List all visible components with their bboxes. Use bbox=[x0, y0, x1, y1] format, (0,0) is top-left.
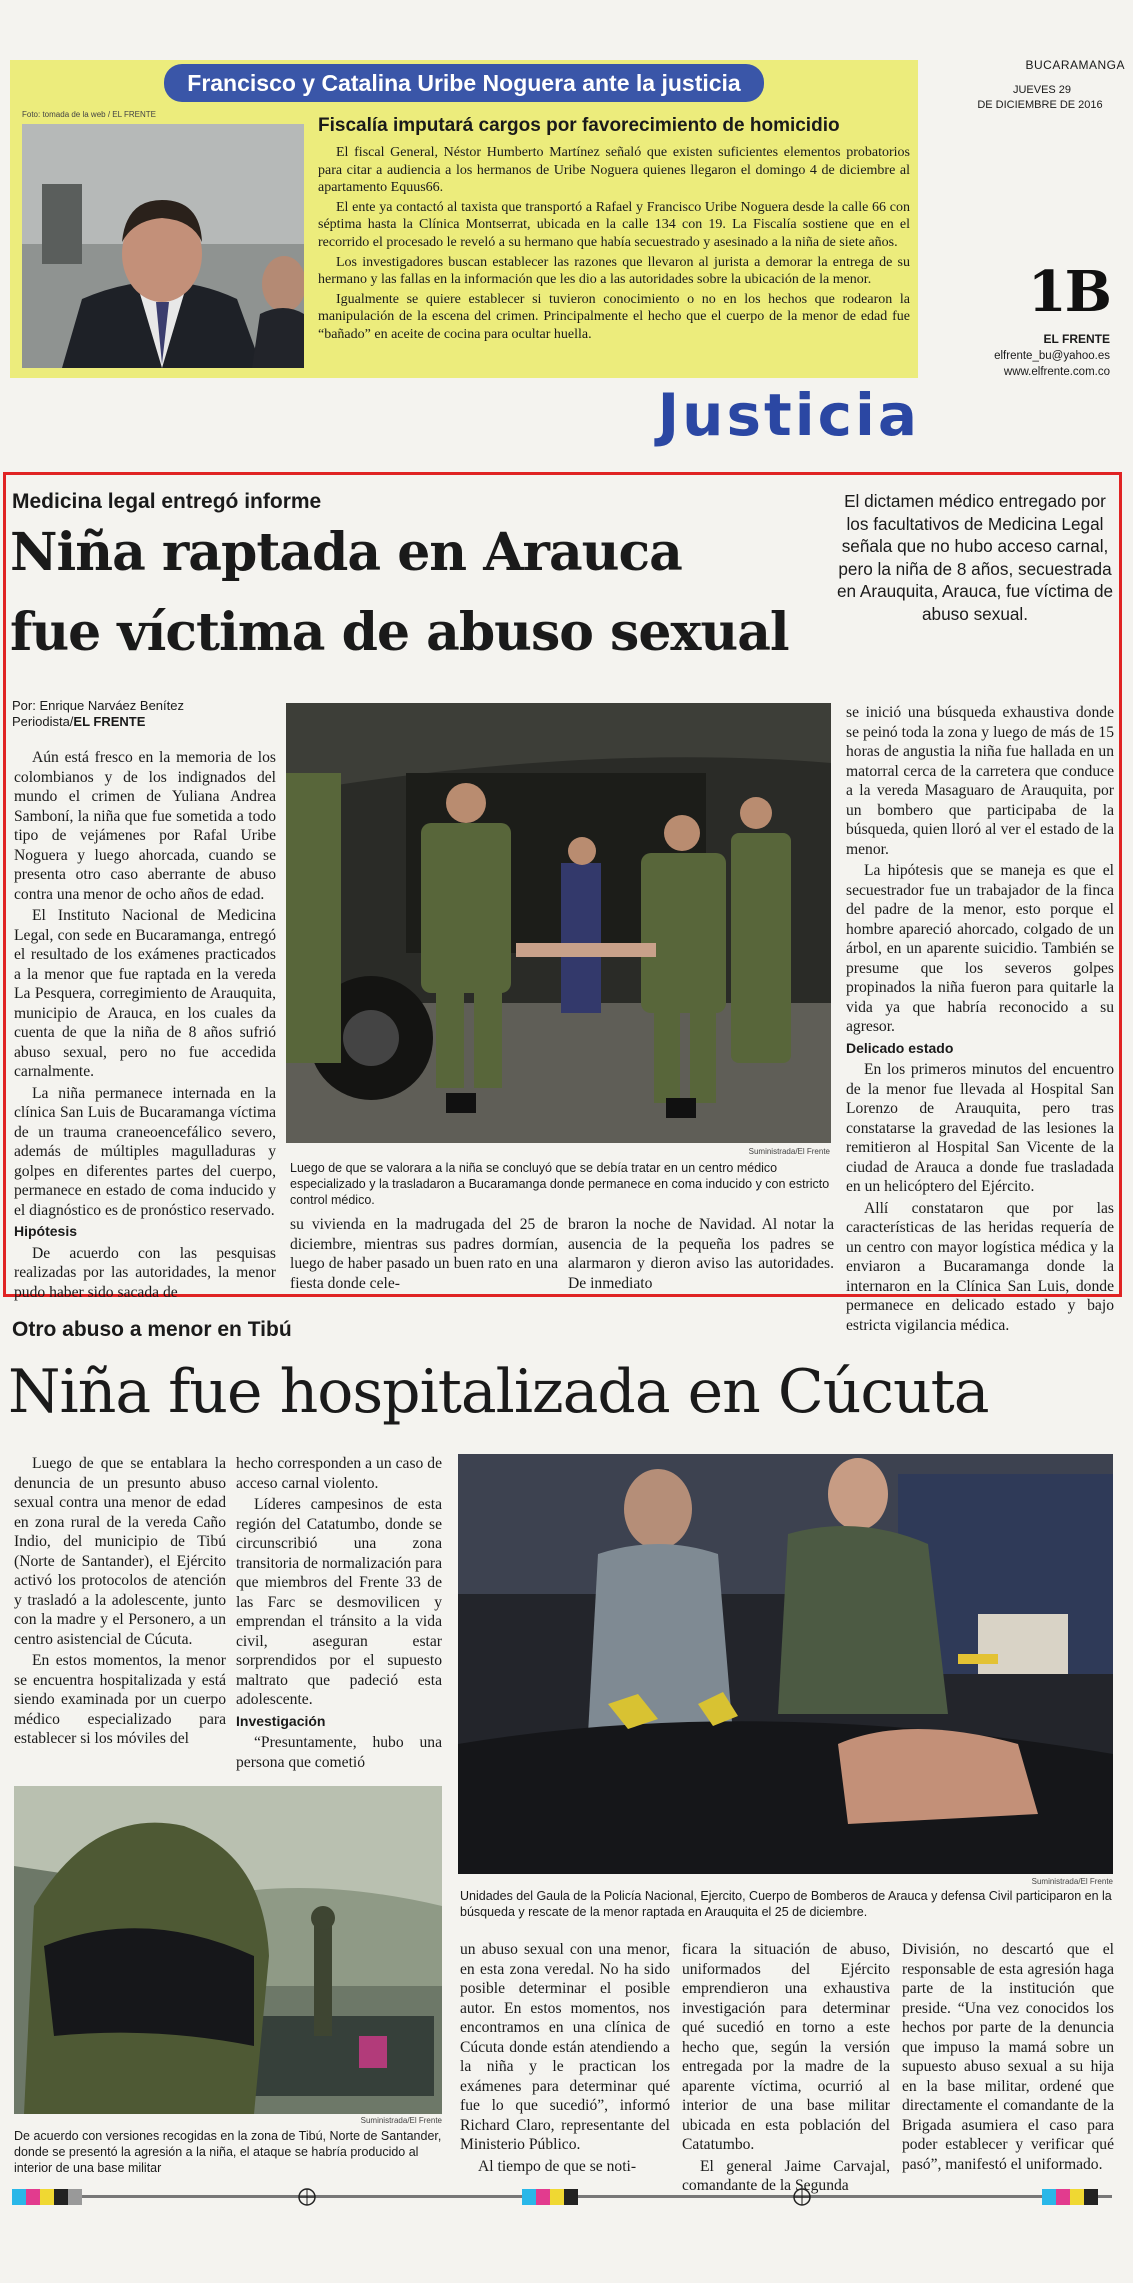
byline-periodista: Periodista/ bbox=[12, 714, 74, 729]
story1-column-2: su vivienda en la madrugada del 25 de diciembre, mientras sus padres dormían, luego de haber pasado un buen rato en una fiesta donde cele- bbox=[290, 1216, 558, 1292]
story2-headline: Niña fue hospitalizada en Cúcuta bbox=[8, 1357, 989, 1427]
banner-title: Francisco y Catalina Uribe Noguera ante la justicia bbox=[164, 64, 764, 102]
banner-paragraph: Los investigadores buscan establecer las razones que llevaron al jurista a demorar la entrega de su hermano y las fallas en la información que les dio a las autoridades sobre la ubicación de la menor. bbox=[318, 254, 910, 288]
story2-paragraph: Líderes campesinos de esta región del Catatumbo, donde se circunscribió una zona transitoria de normalización para que miembros del Frente 33 de las Farc se desmovilicen y emprendan el tránsito a la vida civil, aseguran estar sorprendidos por el supuesto maltrato que padeció esta adolescente. bbox=[236, 1496, 442, 1708]
story2-big-photo-credit: Suministrada/El Frente bbox=[1031, 1877, 1113, 1886]
story1-column-1 bbox=[14, 748, 276, 1304]
story2-small-photo bbox=[14, 1786, 442, 2114]
story2-subhead-investigacion: Investigación bbox=[236, 1712, 326, 1729]
story1-photo-caption: Luego de que se valorara a la niña se concluyó que se debía tratar en un centro médico especializado y la trasladaron a Bucaramanga donde permanece en coma inducido y con estricto control médico. bbox=[290, 1161, 830, 1207]
story1-paragraph: De acuerdo con las pesquisas realizadas por las autoridades, la menor pudo haber sido sacada de bbox=[14, 1244, 276, 1301]
story1-paragraph: se inició una búsqueda exhaustiva donde se peinó toda la zona y luego de más de 15 horas de angustia la niña fue hallada en un matorral cerca de la carretera que conduce a la vereda Masaguaro de Arauquita, por un bombero que participaba de la búsqueda, quien lloró al ver el estado de la menor. bbox=[846, 704, 1114, 858]
story1-paragraph: El Instituto Nacional de Medicina Legal, con sede en Bucaramanga, entregó el resultado de los exámenes practicados a la menor que fue raptada en la vereda La Pesquera, corregimiento de Arauquita, municipio de Arauca, en los cuales da cuenta de que la niña de 8 años sufrió abuso sexual, pero no fue accedida carnalmente. bbox=[14, 907, 276, 1080]
story1-headline-1: Niña raptada en Arauca bbox=[10, 522, 682, 583]
banner-paragraph: Igualmente se quiere establecer si tuvieron conocimiento o no en los hechos que rodearon la manipulación de la escena del crimen. Principalmente el hecho que el cuerpo de la menor de edad fue “bañado” en aceite de cocina para ocultar huella. bbox=[318, 291, 910, 342]
story1-headline-2: fue víctima de abuso sexual bbox=[10, 602, 789, 663]
story1-paragraph: En los primeros minutos del encuentro de la menor fue llevada al Hospital San Lorenzo de Arauquita, pero tras constatarse la gravedad de las lesiones la remitieron al Hospital San Vicente de la ciudad de Arauca a donde fue trasladada en un helicóptero del Ejército. bbox=[846, 1061, 1114, 1195]
story2-small-photo-credit: Suministrada/El Frente bbox=[360, 2116, 442, 2125]
banner-photo-credit: Foto: tomada de la web / EL FRENTE bbox=[22, 110, 156, 119]
story2-big-photo bbox=[458, 1454, 1113, 1874]
banner-body bbox=[318, 144, 910, 346]
story2-paragraph: División, no descartó que el responsable de esta agresión haga parte de la institución que preside. “Una vez conocidos los hechos por parte de la denuncia que impuso la mamá sobre un supuesto abuso sexual a su hija en la base militar, ordené que directamente el comandante de la Brigada asumiera el caso para poder establecer y verificar qué pasó”, manifestó el uniformado. bbox=[902, 1941, 1114, 2173]
story1-column-4 bbox=[846, 703, 1114, 1337]
story2-paragraph: Luego de que se entablara la denuncia de un presunto abuso sexual contra una menor de edad en zona rural de la vereda Caño Indio, del municipio de Tibú (Norte de Santander), el Ejército activó los protocolos de atención y trasladó a la adolescente, junto con la madre y el Personero, a un centro asistencial de Cúcuta. bbox=[14, 1455, 226, 1648]
masthead-email: elfrente_bu@yahoo.es bbox=[994, 350, 1110, 362]
story2-column-2 bbox=[236, 1454, 442, 1774]
story1-kicker: Medicina legal entregó informe bbox=[12, 490, 322, 513]
story1-photo bbox=[286, 703, 831, 1143]
story1-column-3: braron la noche de Navidad. Al notar la ausencia de la pequeña los padres se alarmaron y dieron aviso las autoridades. De inmediato bbox=[568, 1216, 834, 1292]
story2-paragraph: En estos momentos, la menor se encuentra hospitalizada y está siendo examinada por un cuerpo médico especializado para establecer si los móviles del bbox=[14, 1652, 226, 1747]
story1-paragraph: Aún está fresco en la memoria de los colombianos y de los indignados del mundo el crimen de Yuliana Andrea Samboní, la niña que fue sometida a todo tipo de vejámenes por Rafal Uribe Noguera y luego ahorcada, cuando se presenta otro caso aberrante de abuso contra una menor de ocho años de edad. bbox=[14, 749, 276, 903]
story1-summary: El dictamen médico entregado por los facultativos de Medicina Legal señala que no hubo acceso carnal, pero la niña de 8 años, secuestrada en Arauquita, Arauca, fue víctima de abuso sexual. bbox=[836, 491, 1114, 624]
page-number: 1B bbox=[1027, 259, 1110, 325]
byline-author: Por: Enrique Narváez Benítez bbox=[12, 698, 184, 713]
story2-paragraph: hecho corresponden a un caso de acceso carnal violento. bbox=[236, 1455, 442, 1492]
story2-paragraph: ficara la situación de abuso, uniformados del Ejército emprendieron una exhaustiva investigación para determinar qué sucedió en torno a este hecho que, según la versión entregada por la madre de la aparente víctima, ocurrió al interior de una base militar ubicada en esta población del Catatumbo. bbox=[682, 1941, 890, 2153]
story1-paragraph: La hipótesis que se maneja es que el secuestrador fue un trabajador de la finca del padre de la menor, esto porque el hombre apareció ahorcado, colgado de un árbol, en un aparente suicidio. También se presume que los severos golpes propinados la niña fueron para quitarle la vida ya que habría reconocido a su agresor. bbox=[846, 862, 1114, 1035]
masthead-date-1: JUEVES 29 bbox=[1012, 84, 1072, 96]
story2-paragraph: un abuso sexual con una menor, en esta zona veredal. No ha sido posible determinar el posible autor. En estos momentos, nos encontramos en una clínica de Cúcuta donde están atendiendo a la niña y le practican los exámenes para determinar qué fue lo que sucedió”, informó Richard Claro, representante del Ministerio Público. bbox=[460, 1941, 670, 2153]
story2-kicker: Otro abuso a menor en Tibú bbox=[12, 1318, 292, 1341]
story2-paragraph: Al tiempo de que se noti- bbox=[478, 2157, 637, 2175]
story2-column-5 bbox=[902, 1940, 1114, 2176]
story1-photo-credit: Suministrada/El Frente bbox=[748, 1147, 830, 1156]
story1-subhead-hipotesis: Hipótesis bbox=[14, 1223, 78, 1239]
masthead-web: www.elfrente.com.co bbox=[1003, 366, 1110, 378]
section-title: Justicia bbox=[657, 381, 920, 449]
masthead-city: BUCARAMANGA bbox=[1025, 58, 1125, 72]
story1-paragraph: La niña permanece internada en la clínica San Luis de Bucaramanga víctima de un trauma craneoencefálico severo, además de múltiples magulladuras y golpes en diferentes partes del cuerpo, permanece en estado de coma inducido y el diagnóstico es de pronóstico reservado. bbox=[14, 1084, 276, 1219]
story2-paragraph: El general Jaime Carvajal, comandante de la Segunda bbox=[682, 2157, 890, 2194]
banner-headline: Fiscalía imputará cargos por favorecimiento de homicidio bbox=[318, 115, 840, 136]
byline-paper: EL FRENTE bbox=[73, 714, 146, 729]
story2-big-photo-caption: Unidades del Gaula de la Policía Nacional, Ejercito, Cuerpo de Bomberos de Arauca y defensa Civil participaron en la búsqueda y rescate de la menor raptada en Arauquita el 25 de diciembre. bbox=[460, 1889, 1112, 1919]
banner-photo bbox=[22, 124, 304, 368]
story1-subhead-estado: Delicado estado bbox=[846, 1039, 954, 1056]
banner-paragraph: El fiscal General, Néstor Humberto Martínez señaló que existen suficientes elementos probatorios para citar a audiencia a los hermanos de Uribe Noguera quienes llegaron el domingo 4 de diciembre al apartamento Equus66. bbox=[318, 145, 910, 196]
story2-column-4 bbox=[682, 1940, 890, 2198]
masthead-paper: EL FRENTE bbox=[1043, 332, 1110, 346]
story2-column-1 bbox=[14, 1454, 226, 1751]
story2-small-photo-caption: De acuerdo con versiones recogidas en la zona de Tibú, Norte de Santander, donde se presentó la agresión a la niña, el ataque se habría producido al interior de una base militar bbox=[14, 2129, 442, 2175]
story2-column-3 bbox=[460, 1940, 670, 2178]
story1-byline bbox=[12, 698, 184, 730]
story2-paragraph: “Presuntamente, hubo una persona que cometió bbox=[236, 1734, 442, 1771]
story1-paragraph: Allí constataron que por las características de las heridas requería de un centro con mayor logística médica y la enviaron a Bucaramanga donde la internaron en la Clínica San Luis, donde permanece en delicado estado y bajo estricta vigilancia médica. bbox=[846, 1199, 1114, 1334]
byline-role bbox=[12, 714, 184, 730]
color-registration-bar bbox=[12, 2188, 1112, 2206]
masthead-date-2: DE DICIEMBRE DE 2016 bbox=[977, 99, 1103, 111]
banner-paragraph: El ente ya contactó al taxista que transportó a Rafael y Francisco Uribe Noguera desde la calle 66 con séptima hasta la Clínica Montserrat, ubicada en la calle 134 con 19. La Fiscalía sostiene que en el recorrido el procesado le reveló a su hermano que había secuestrado y asesinado a la niña de siete años. bbox=[318, 199, 910, 250]
